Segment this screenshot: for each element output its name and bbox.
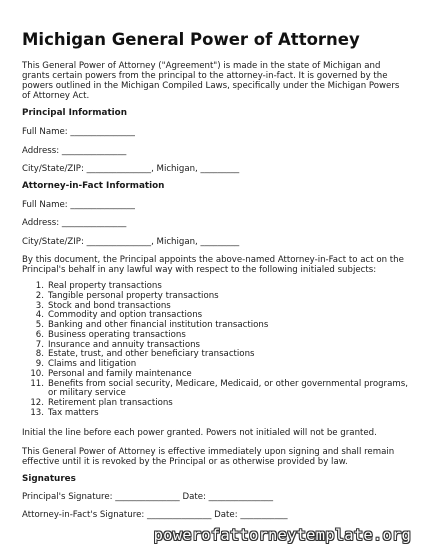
power-text: Banking and other financial institution transactions [48,320,269,330]
power-number: 1. [35,281,44,291]
power-number: 3. [35,300,44,311]
principal-full-name-field: Full Name: _______________ [22,127,135,137]
power-item [22,380,410,400]
power-number: 8. [35,349,44,360]
power-text: Business operating transactions [48,329,186,340]
power-number: 12. [30,398,44,408]
power-number: 11. [30,378,44,389]
power-number: 4. [35,310,44,321]
power-number: 13. [30,407,44,418]
powers-list [22,282,410,419]
principal-address-field: Address: _______________ [22,146,127,156]
power-number: 9. [35,359,44,369]
power-text: Tangible personal property transactions [48,290,219,301]
power-text: Tax matters [48,407,99,418]
power-item [22,409,410,419]
power-text: Personal and family maintenance [48,368,192,379]
power-text: Stock and bond transactions [48,300,171,311]
attorney-heading: Attorney-in-Fact Information [22,181,165,191]
attorney-full-name-field: Full Name: _______________ [22,200,135,210]
power-number: 7. [35,339,44,350]
power-text: Commodity and option transactions [48,310,203,321]
appointment-paragraph: By this document, the Principal appoints the above-named Attorney-in-Fact to act on the Principal's behalf in any lawful way with respect to the following initialed subjects: [22,255,404,275]
document-title: Michigan General Power of Attorney [22,30,360,49]
power-number: 6. [35,329,44,340]
power-text: Estate, trust, and other beneficiary transactions [48,349,255,360]
power-text: Real property transactions [48,281,162,291]
signatures-heading: Signatures [22,474,76,484]
attorney-address-field: Address: _______________ [22,218,127,228]
power-text: Retirement plan transactions [48,398,173,408]
power-number: 5. [35,320,44,330]
principal-heading: Principal Information [22,108,127,118]
intro-paragraph: This General Power of Attorney ("Agreement") is made in the state of Michigan and grants certain powers from the principal to the attorney-in-fact. It is governed by the powers outlined in the Michigan Compiled Laws, specifically under the Michigan Powers of Attorney Act. [22,61,400,101]
initial-note-paragraph: Initial the line before each power granted. Powers not initialed will not be granted. [22,428,377,438]
power-text: Insurance and annuity transactions [48,339,200,350]
attorney-city-state-zip-field: City/State/ZIP: _______________, Michigan, _________ [22,237,240,247]
site-watermark: powerofattorneytemplate.org [153,526,411,544]
power-text: Claims and litigation [48,359,137,369]
power-text: Benefits from social security, Medicare, Medicaid, or other governmental programs, or military service [48,378,408,399]
effective-paragraph: This General Power of Attorney is effective immediately upon signing and shall remain effective until it is revoked by the Principal or as otherwise provided by law. [22,447,395,467]
principal-signature-line: Principal's Signature: _______________ Date: _______________ [22,492,274,502]
attorney-signature-line: Attorney-in-Fact's Signature: _______________ Date: ___________ [22,510,288,520]
principal-city-state-zip-field: City/State/ZIP: _______________, Michigan, _________ [22,164,240,174]
power-number: 2. [35,290,44,301]
power-number: 10. [30,368,44,379]
